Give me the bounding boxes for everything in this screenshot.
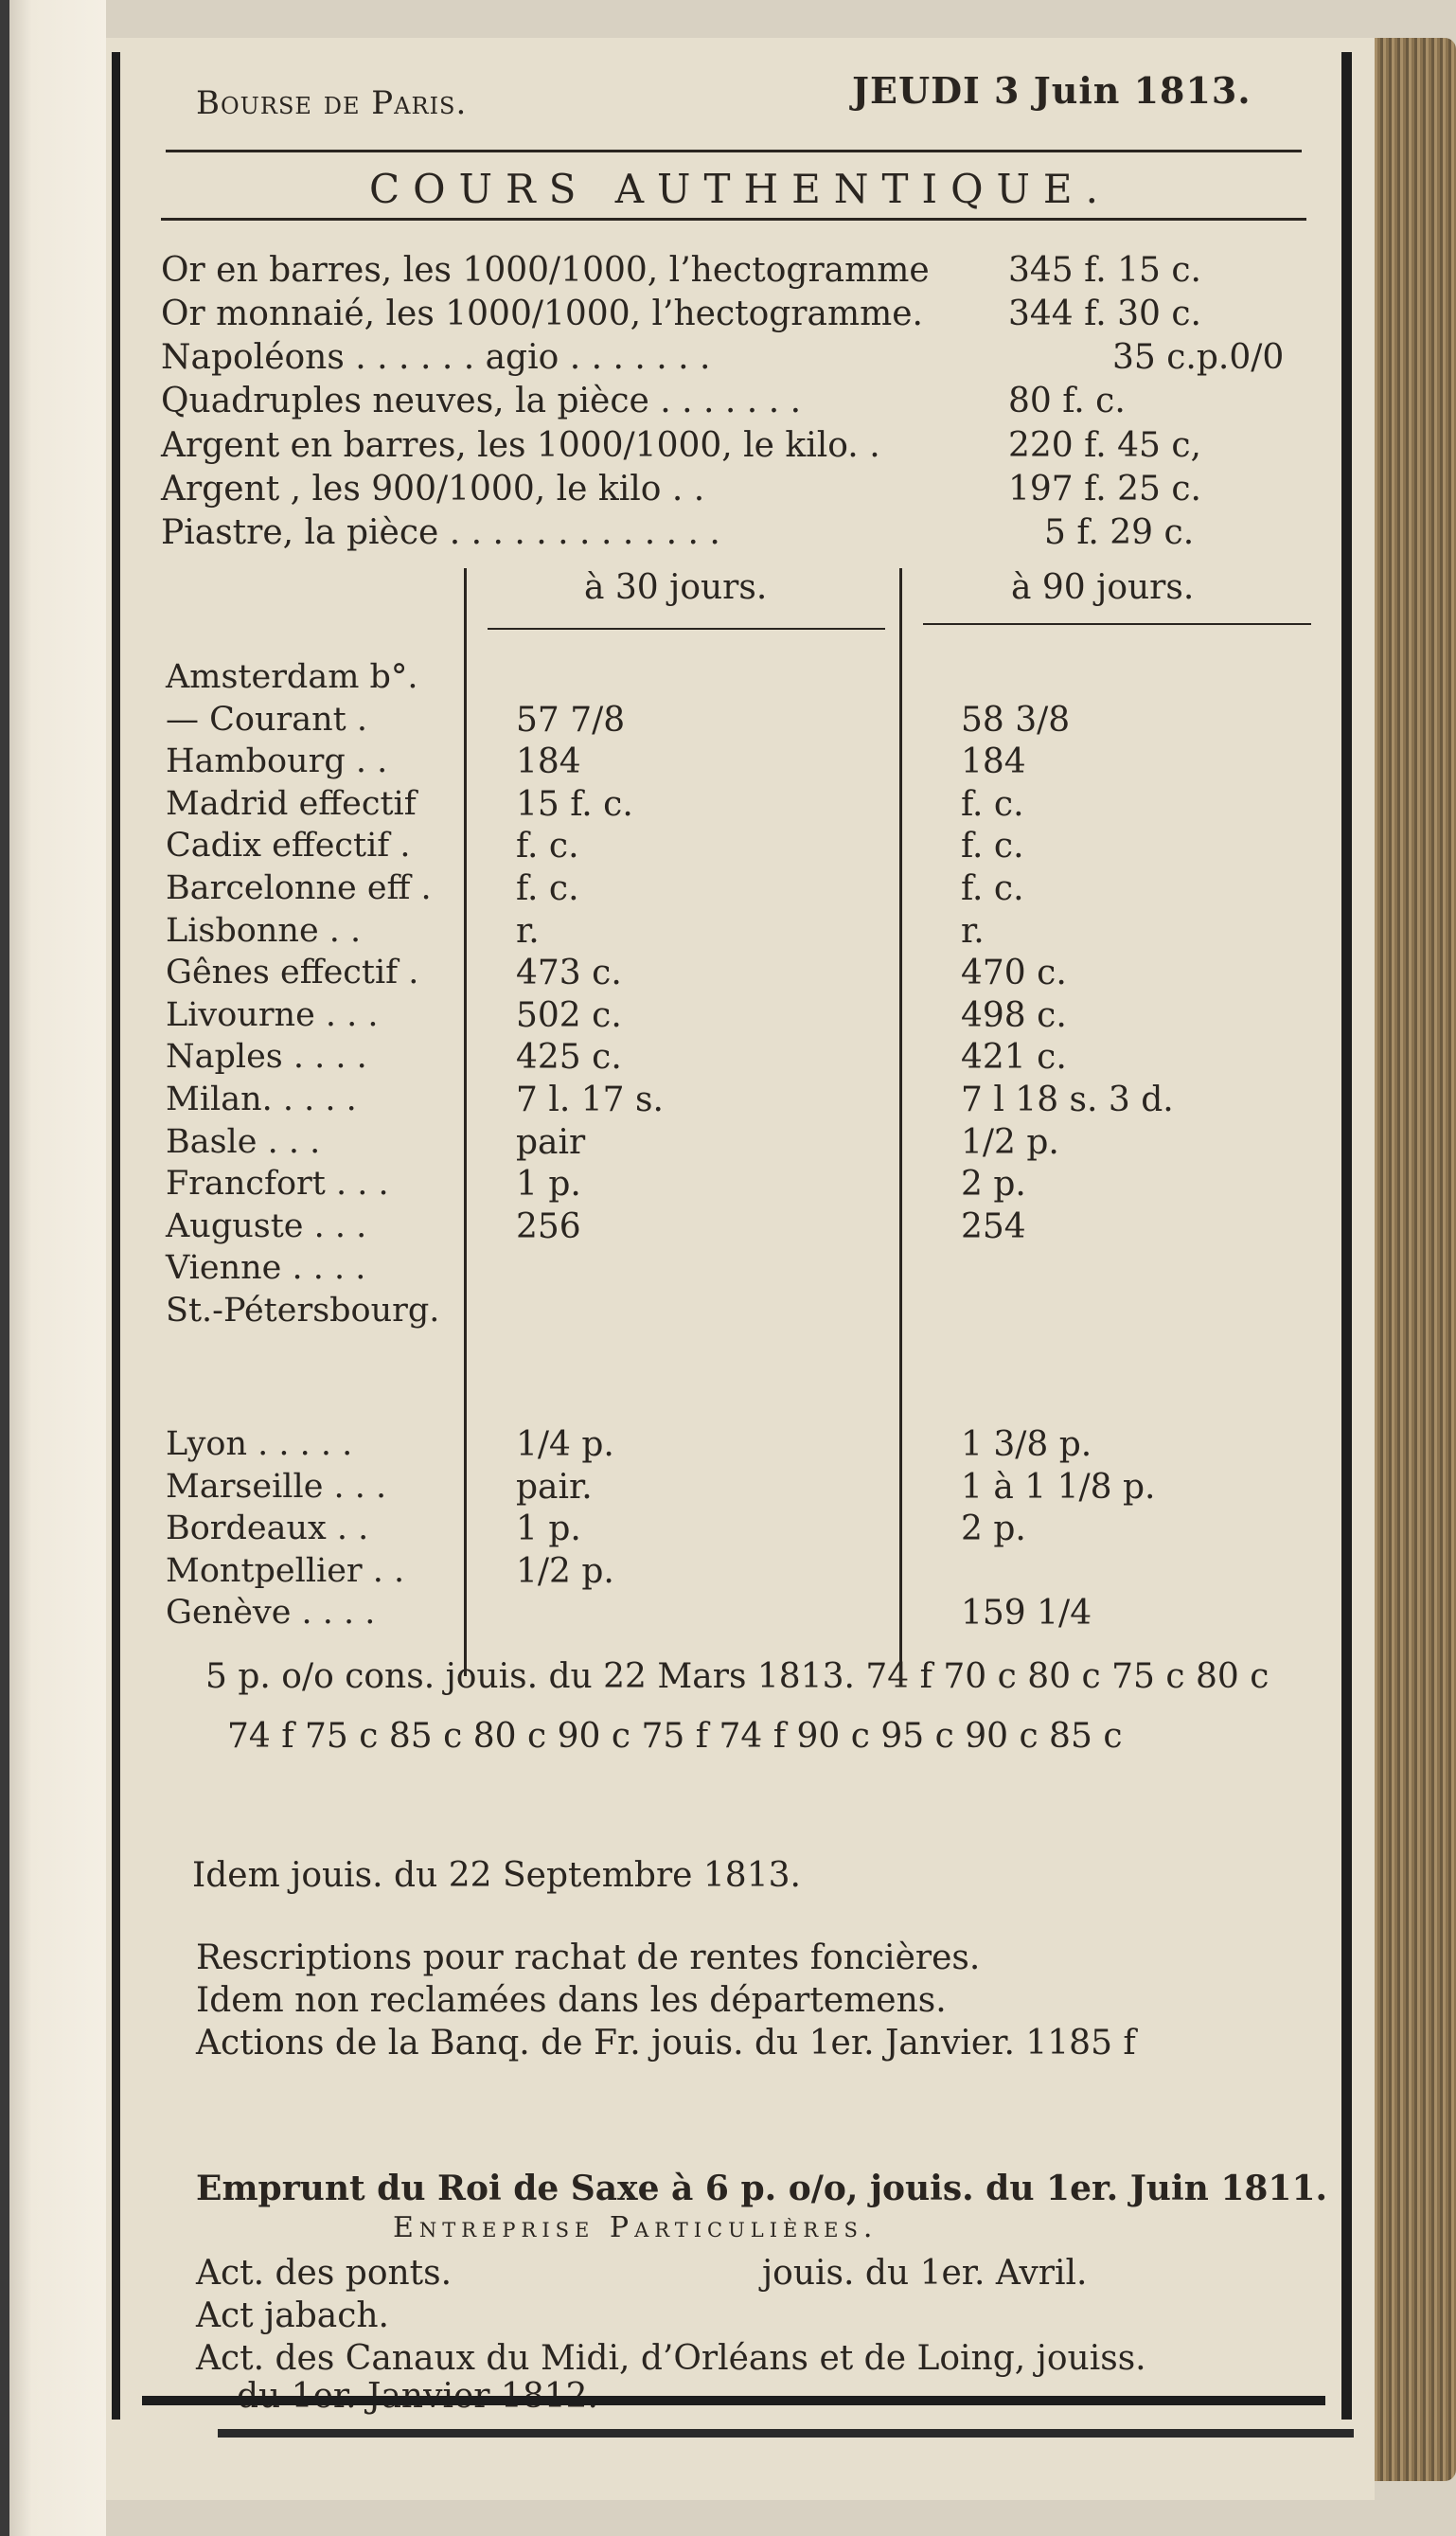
act-jabach: Act jabach.	[196, 2296, 389, 2335]
rate-30-days: 15 f. c.	[516, 785, 633, 824]
exchange-city: Cadix effectif .	[166, 827, 411, 865]
rate-30-days: 1/4 p.	[516, 1425, 614, 1464]
exchange-city: St.-Pétersbourg.	[166, 1292, 440, 1330]
title-rule	[161, 218, 1306, 221]
col-90-days-header: à 90 jours.	[1011, 568, 1195, 607]
metal-value: 80 f. c.	[1008, 382, 1126, 420]
metal-label: Argent en barres, les 1000/1000, le kilo. .	[161, 426, 880, 465]
exchange-city: Madrid effectif	[166, 785, 417, 823]
bottom-rule-2	[218, 2429, 1354, 2438]
exchange-city: Basle . . .	[166, 1123, 321, 1161]
book-edge	[0, 0, 9, 2536]
page-stack	[1363, 38, 1456, 2481]
rate-30-days: 184	[516, 742, 581, 781]
rate-90-days: f. c.	[961, 785, 1024, 824]
col-30-days-header: à 30 jours.	[584, 568, 768, 607]
france-city: Marseille . . .	[166, 1468, 387, 1506]
rentes-idem: Idem jouis. du 22 Septembre 1813.	[192, 1856, 801, 1895]
page-title: COURS AUTHENTIQUE.	[369, 166, 1111, 212]
rate-90-days: f. c.	[961, 869, 1024, 908]
col-90-rule	[923, 623, 1311, 625]
act-ponts-jouis: jouis. du 1er. Avril.	[762, 2254, 1088, 2293]
rate-30-days: 256	[516, 1207, 581, 1246]
rate-90-days: r.	[961, 912, 985, 951]
idem-non-reclamees: Idem non reclamées dans les départemens.	[196, 1981, 947, 2020]
rescriptions: Rescriptions pour rachat de rentes foncières.	[196, 1938, 981, 1977]
rate-30-days: r.	[516, 912, 540, 951]
metal-label: Or en barres, les 1000/1000, l’hectogramme	[161, 251, 930, 290]
adjacent-page	[0, 0, 106, 2536]
actions-banque: Actions de la Banq. de Fr. jouis. du 1er. Janvier. 1185 f	[196, 2024, 1136, 2063]
column-divider-left	[464, 568, 467, 1676]
rate-30-days: 1/2 p.	[516, 1552, 614, 1591]
page-content	[137, 52, 1328, 2391]
metal-label: Piastre, la pièce . . . . . . . . . . . . .	[161, 513, 720, 552]
bottom-rule	[142, 2396, 1325, 2405]
act-canaux: Act. des Canaux du Midi, d’Orléans et de Loing, jouiss.	[196, 2339, 1146, 2378]
metal-label: Argent , les 900/1000, le kilo . .	[161, 470, 705, 509]
rate-90-days: 1 3/8 p.	[961, 1425, 1092, 1464]
france-city: Genève . . . .	[166, 1594, 376, 1632]
col-30-rule	[488, 628, 885, 630]
france-city: Montpellier . .	[166, 1552, 405, 1590]
france-city: Bordeaux . .	[166, 1509, 369, 1547]
rate-90-days: 1/2 p.	[961, 1123, 1059, 1162]
rentes-line-2: 74 f 75 c 85 c 80 c 90 c 75 f 74 f 90 c 95 c 90 c 85 c	[227, 1717, 1123, 1756]
rate-30-days: f. c.	[516, 827, 579, 866]
rate-90-days: 184	[961, 742, 1026, 781]
exchange-city: Livourne . . .	[166, 996, 379, 1034]
metal-label: Napoléons . . . . . . agio . . . . . . .	[161, 338, 711, 377]
metal-value: 220 f. 45 c,	[1008, 426, 1201, 465]
rate-90-days: 159 1/4	[961, 1594, 1092, 1633]
rate-90-days: 58 3/8	[961, 701, 1071, 740]
rate-30-days: 57 7/8	[516, 701, 626, 740]
exchange-city: Auguste . . .	[166, 1207, 367, 1245]
rate-90-days: f. c.	[961, 827, 1024, 866]
rate-30-days: 502 c.	[516, 996, 622, 1035]
metal-value: 35 c.p.0/0	[1112, 338, 1285, 377]
rentes-line-1: 5 p. o/o cons. jouis. du 22 Mars 1813. 74 f 70 c 80 c 75 c 80 c	[205, 1657, 1270, 1696]
metal-value: 197 f. 25 c.	[1008, 470, 1201, 509]
rate-30-days: pair.	[516, 1468, 593, 1507]
emprunt-saxe: Emprunt du Roi de Saxe à 6 p. o/o, jouis. du 1er. Juin 1811.	[196, 2169, 1328, 2208]
rate-30-days: 1 p.	[516, 1509, 581, 1548]
rate-90-days: 1 à 1 1/8 p.	[961, 1468, 1156, 1507]
exchange-city: Barcelonne eff .	[166, 869, 432, 907]
exchange-city: Lisbonne . .	[166, 912, 362, 950]
header-left: Bourse de Paris.	[196, 84, 468, 122]
exchange-city: Vienne . . . .	[166, 1249, 366, 1287]
exchange-city: Francfort . . .	[166, 1165, 389, 1203]
rate-90-days: 2 p.	[961, 1509, 1026, 1548]
rate-30-days: pair	[516, 1123, 586, 1162]
act-ponts: Act. des ponts.	[196, 2254, 453, 2293]
exchange-city: Milan. . . . .	[166, 1080, 357, 1118]
rate-30-days: 1 p.	[516, 1165, 581, 1204]
rate-30-days: 425 c.	[516, 1038, 622, 1077]
header-rule	[166, 150, 1302, 152]
rate-30-days: 7 l. 17 s.	[516, 1080, 664, 1119]
metal-value: 344 f. 30 c.	[1008, 295, 1201, 333]
exchange-city: Naples . . . .	[166, 1038, 367, 1076]
exchange-city: — Courant .	[166, 701, 367, 739]
metal-value: 345 f. 15 c.	[1008, 251, 1201, 290]
metal-label: Or monnaié, les 1000/1000, l’hectogramme.	[161, 295, 923, 333]
rate-90-days: 470 c.	[961, 954, 1067, 992]
rate-90-days: 2 p.	[961, 1165, 1026, 1204]
rate-90-days: 7 l 18 s. 3 d.	[961, 1080, 1174, 1119]
rate-90-days: 421 c.	[961, 1038, 1067, 1077]
rate-30-days: f. c.	[516, 869, 579, 908]
rate-90-days: 498 c.	[961, 996, 1067, 1035]
exchange-city: Hambourg . .	[166, 742, 388, 780]
exchange-city: Gênes effectif .	[166, 954, 419, 991]
rate-30-days: 473 c.	[516, 954, 622, 992]
column-divider-right	[899, 568, 902, 1676]
metal-label: Quadruples neuves, la pièce . . . . . . .	[161, 382, 802, 420]
rate-90-days: 254	[961, 1207, 1026, 1246]
metal-value: 5 f. 29 c.	[1044, 513, 1195, 552]
entreprise-heading: Entreprise Particulières.	[393, 2211, 879, 2244]
france-city: Lyon . . . . .	[166, 1425, 353, 1463]
exchange-city: Amsterdam b°.	[166, 658, 418, 696]
header-date: JEUDI 3 Juin 1813.	[852, 69, 1252, 112]
